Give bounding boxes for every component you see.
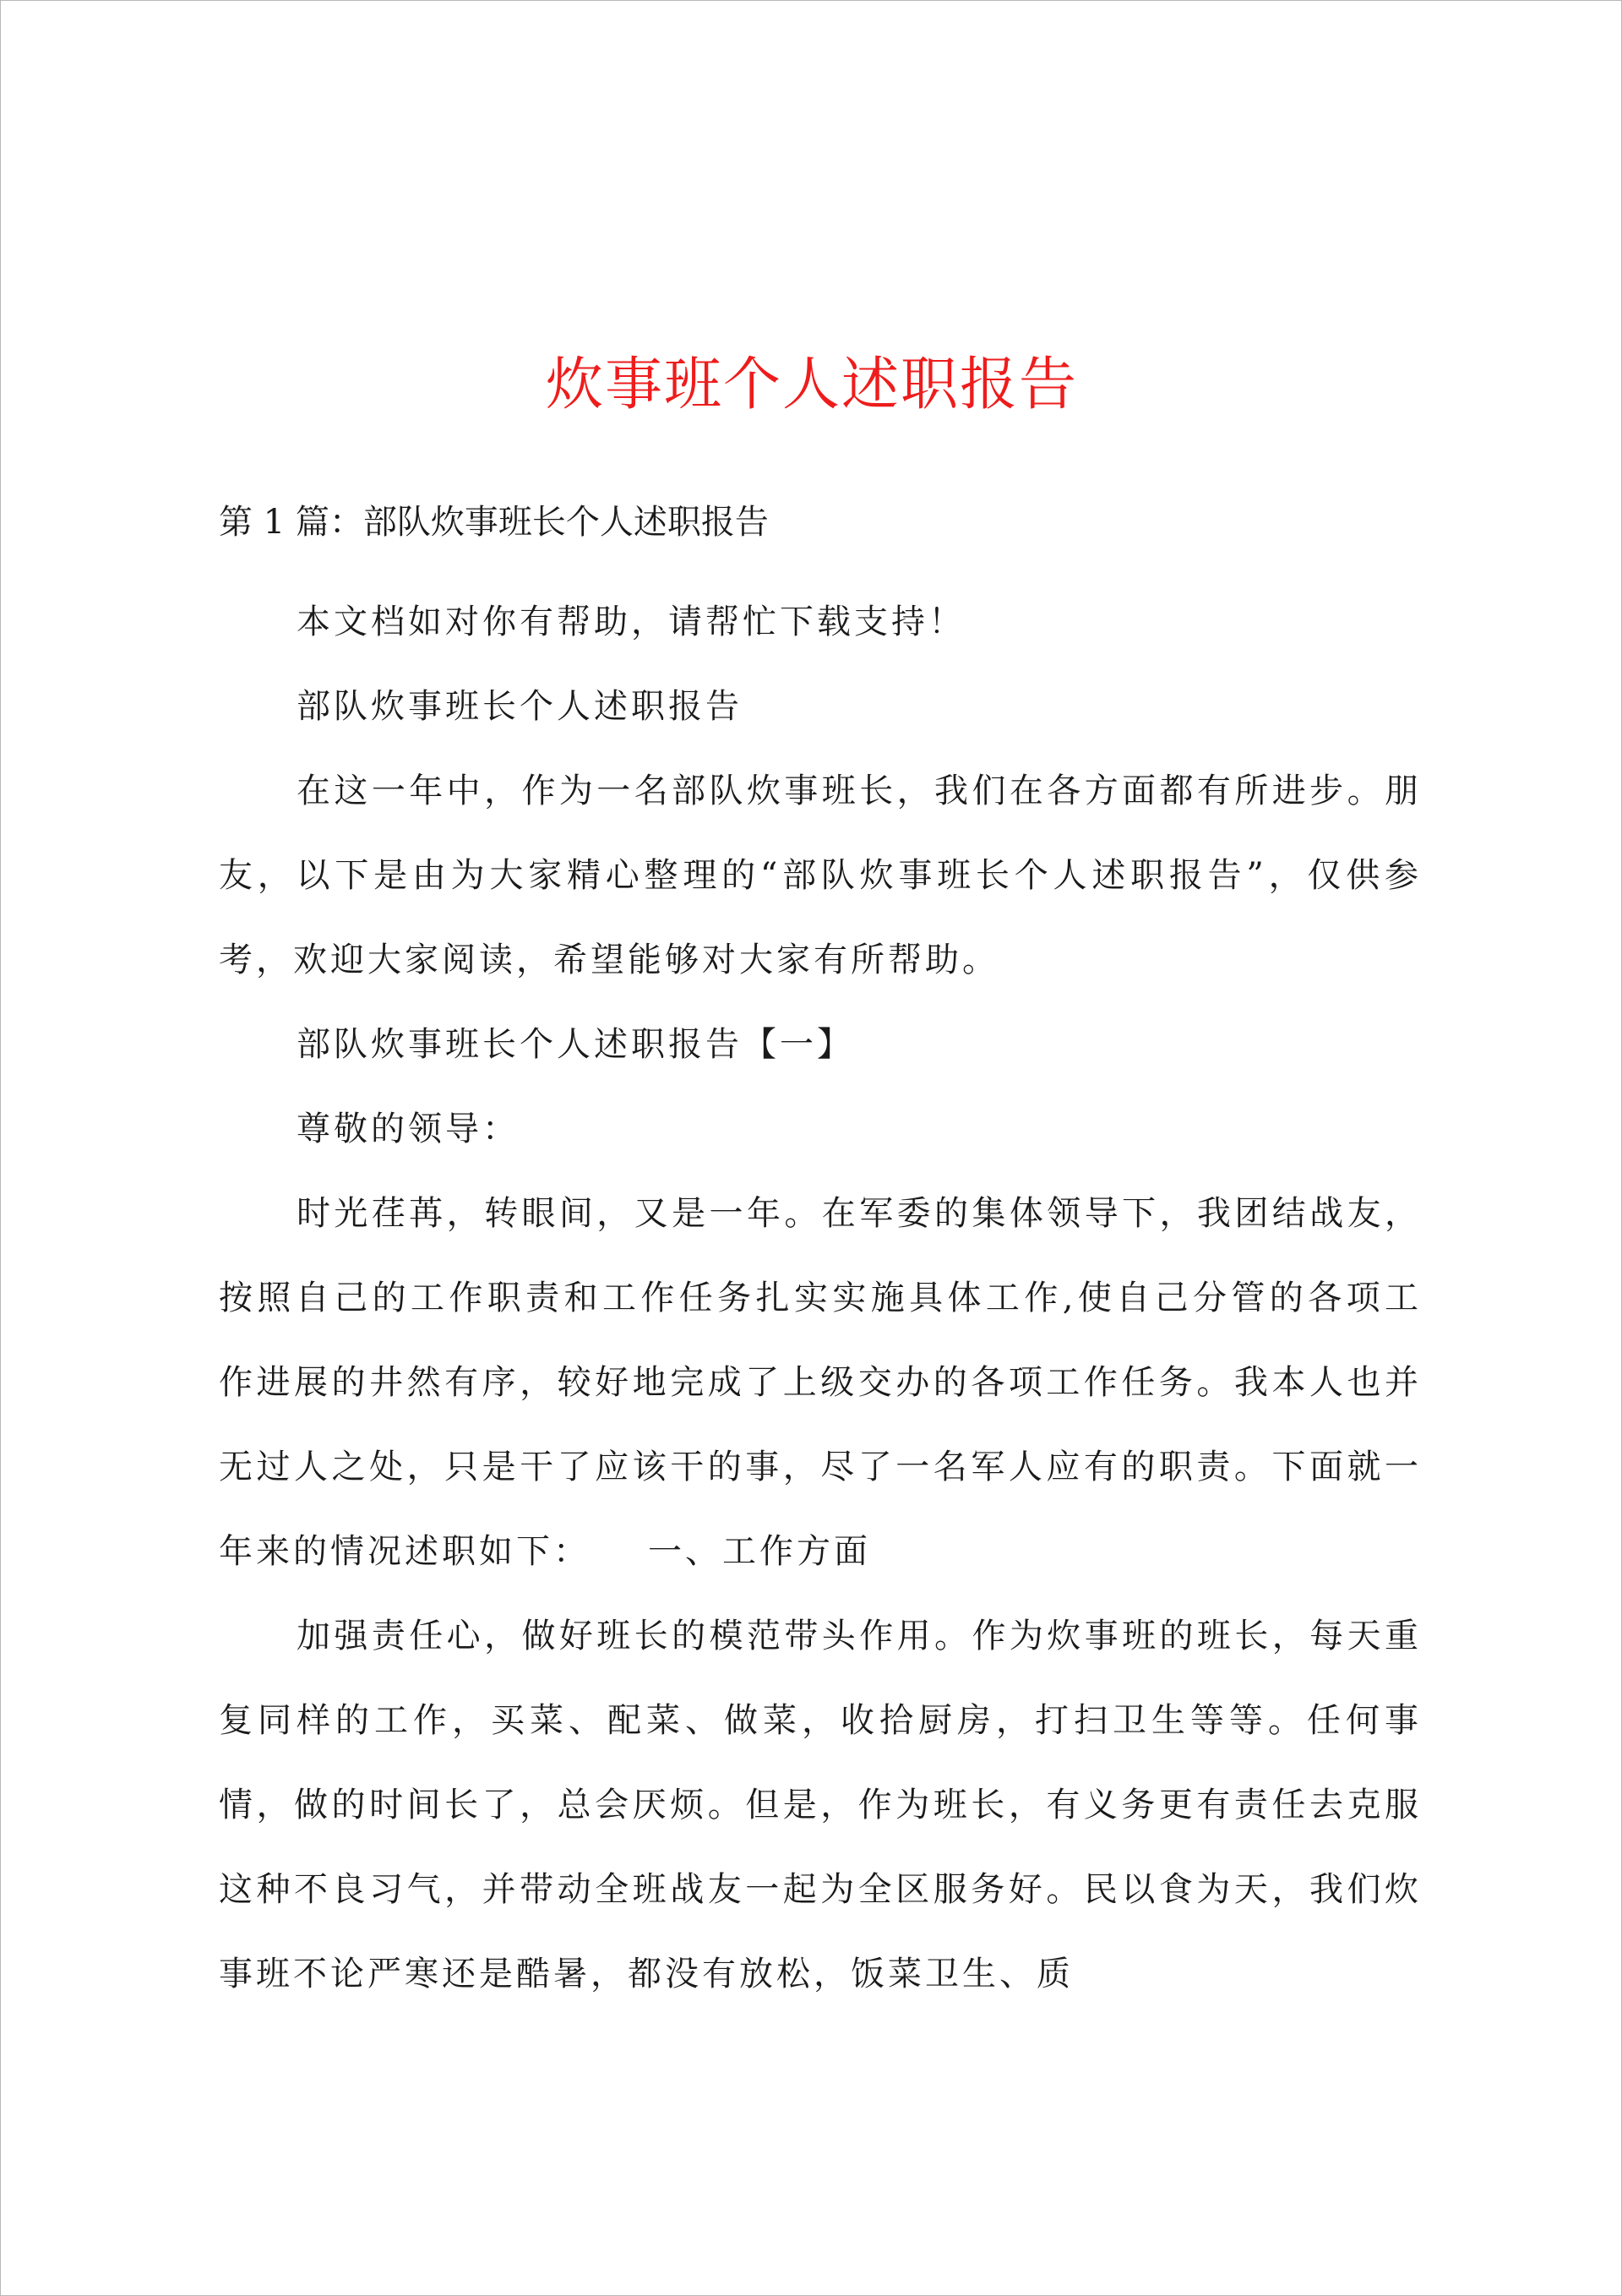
paragraph-section-one-title: 部队炊事班长个人述职报告【一】 xyxy=(297,1025,854,1064)
document-body xyxy=(219,580,1422,2016)
paragraph-download-note: 本文档如对你有帮助，请帮忙下载支持！ xyxy=(297,603,966,641)
paragraph-salutation: 尊敬的领导： xyxy=(297,1110,520,1148)
paragraph-work-aspect: 加强责任心，做好班长的模范带头作用。作为炊事班的班长，每天重复同样的工作，买菜、配菜、做菜，收拾厨房，打扫卫生等等。任何事情，做的时间长了，总会厌烦。但是，作为班长，有义务更有责任去克服这种不良习气，并带动全班战友一起为全区服务好。民以食为天，我们炊事班不论严寒还是酷暑，都没有放松，饭菜卫生、质 xyxy=(219,1617,1422,1993)
paragraph-overview: 时光荏苒，转眼间，又是一年。在军委的集体领导下，我团结战友，按照自己的工作职责和工作任务扎实实施具体工作,使自己分管的各项工作进展的井然有序，较好地完成了上级交办的各项工作任务。我本人也并无过人之处，只是干了应该干的事，尽了一名军人应有的职责。下面就一年来的情况述职如下： 一、工作方面 xyxy=(219,1194,1422,1571)
document-title: 炊事班个人述职报告 xyxy=(545,352,1078,418)
paragraph-subtitle: 部队炊事班长个人述职报告 xyxy=(297,687,743,726)
paragraph-intro: 在这一年中，作为一名部队炊事班长，我们在各方面都有所进步。朋友，以下是由为大家精心整理的“部队炊事班长个人述职报告”，仅供参考，欢迎大家阅读，希望能够对大家有所帮助。 xyxy=(219,772,1422,979)
chapter-heading: 第 1 篇：部队炊事班长个人述职报告 xyxy=(219,503,769,542)
